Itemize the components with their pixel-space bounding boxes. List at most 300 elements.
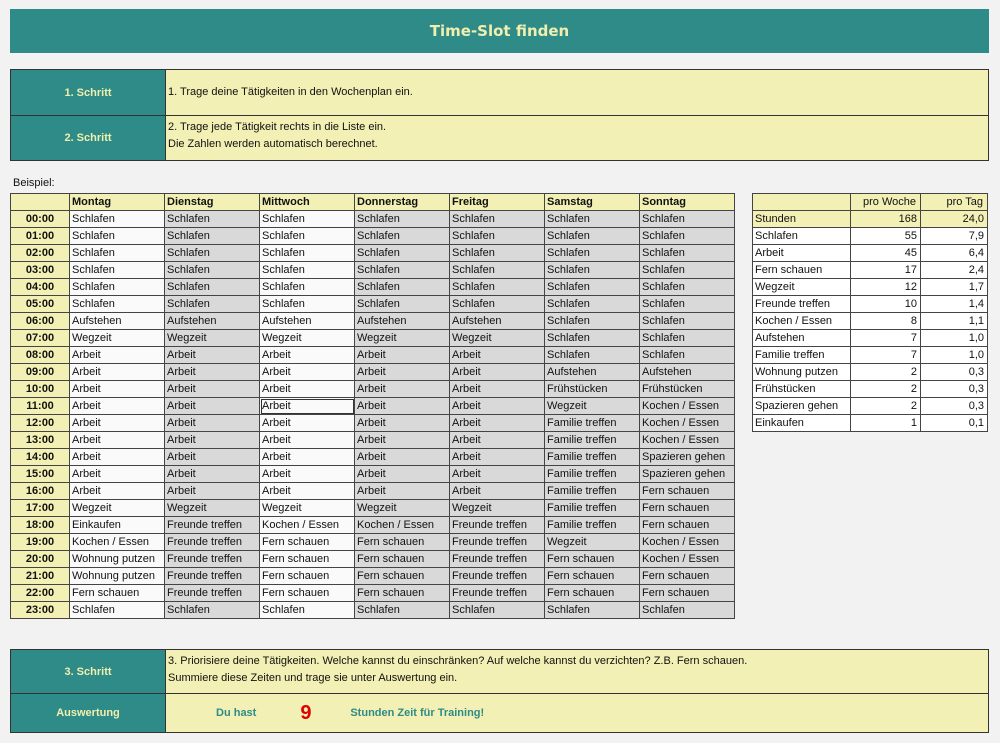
schedule-cell[interactable]: Fern schauen <box>640 483 735 500</box>
schedule-cell[interactable]: Fern schauen <box>355 585 450 602</box>
schedule-cell[interactable]: Arbeit <box>355 483 450 500</box>
schedule-cell[interactable]: Freunde treffen <box>450 585 545 602</box>
schedule-row <box>11 466 735 483</box>
schedule-cell[interactable]: Frühstücken <box>545 381 640 398</box>
schedule-cell[interactable]: Kochen / Essen <box>640 432 735 449</box>
schedule-row <box>11 313 735 330</box>
time-slot-label: 01:00 <box>11 228 70 245</box>
schedule-cell[interactable]: Kochen / Essen <box>70 534 165 551</box>
hours-per-day-cell[interactable]: 6,4 <box>921 245 988 262</box>
schedule-cell[interactable]: Schlafen <box>640 228 735 245</box>
schedule-cell[interactable]: Freunde treffen <box>165 517 260 534</box>
schedule-cell[interactable]: Kochen / Essen <box>640 398 735 415</box>
schedule-row <box>11 602 735 619</box>
summary-row <box>753 245 988 262</box>
step-1-label: 1. Schritt <box>11 70 166 115</box>
time-slot-label: 09:00 <box>11 364 70 381</box>
activity-name-cell[interactable]: Spazieren gehen <box>753 398 851 415</box>
schedule-row <box>11 398 735 415</box>
summary-row <box>753 296 988 313</box>
schedule-cell[interactable]: Schlafen <box>640 296 735 313</box>
evaluation-label: Auswertung <box>11 694 166 732</box>
schedule-row <box>11 364 735 381</box>
schedule-cell[interactable]: Fern schauen <box>545 585 640 602</box>
schedule-cell[interactable]: Familie treffen <box>545 500 640 517</box>
summary-row <box>753 364 988 381</box>
evaluation-suffix: Stunden Zeit für Training! <box>350 707 485 719</box>
hours-per-week-cell[interactable]: 168 <box>851 211 921 228</box>
schedule-cell[interactable]: Schlafen <box>640 262 735 279</box>
hours-per-week-cell[interactable]: 1 <box>851 415 921 432</box>
time-slot-label: 06:00 <box>11 313 70 330</box>
hours-per-week-cell[interactable]: 45 <box>851 245 921 262</box>
schedule-cell[interactable]: Arbeit <box>450 364 545 381</box>
hours-per-week-cell[interactable]: 55 <box>851 228 921 245</box>
schedule-row <box>11 347 735 364</box>
schedule-cell[interactable]: Schlafen <box>450 296 545 313</box>
schedule-cell[interactable]: Schlafen <box>260 228 355 245</box>
summary-row <box>753 330 988 347</box>
schedule-cell[interactable]: Schlafen <box>545 602 640 619</box>
schedule-cell[interactable]: Arbeit <box>70 364 165 381</box>
schedule-cell[interactable]: Kochen / Essen <box>260 517 355 534</box>
schedule-cell[interactable]: Arbeit <box>450 432 545 449</box>
hours-per-week-cell[interactable]: 8 <box>851 313 921 330</box>
schedule-cell[interactable]: Fern schauen <box>355 568 450 585</box>
step-2-label: 2. Schritt <box>11 116 166 160</box>
schedule-cell[interactable]: Schlafen <box>165 211 260 228</box>
hours-per-week-cell[interactable]: 2 <box>851 364 921 381</box>
time-slot-label: 11:00 <box>11 398 70 415</box>
per-week-header[interactable]: pro Woche <box>851 194 921 211</box>
schedule-cell[interactable]: Arbeit <box>165 381 260 398</box>
schedule-cell[interactable]: Arbeit <box>165 432 260 449</box>
schedule-cell[interactable]: Fern schauen <box>260 551 355 568</box>
schedule-cell[interactable]: Schlafen <box>70 262 165 279</box>
hours-per-week-cell[interactable]: 10 <box>851 296 921 313</box>
schedule-cell[interactable]: Schlafen <box>70 296 165 313</box>
time-slot-label: 10:00 <box>11 381 70 398</box>
schedule-row <box>11 585 735 602</box>
schedule-row <box>11 500 735 517</box>
time-slot-label: 20:00 <box>11 551 70 568</box>
activity-name-cell[interactable]: Aufstehen <box>753 330 851 347</box>
schedule-cell[interactable]: Fern schauen <box>545 551 640 568</box>
schedule-cell[interactable]: Familie treffen <box>545 483 640 500</box>
time-slot-label: 22:00 <box>11 585 70 602</box>
activity-name-cell[interactable]: Familie treffen <box>753 347 851 364</box>
schedule-cell[interactable]: Schlafen <box>545 262 640 279</box>
schedule-cell[interactable]: Fern schauen <box>640 585 735 602</box>
schedule-cell[interactable]: Wegzeit <box>450 330 545 347</box>
time-slot-label: 04:00 <box>11 279 70 296</box>
schedule-cell[interactable]: Arbeit <box>70 398 165 415</box>
schedule-cell[interactable]: Kochen / Essen <box>640 415 735 432</box>
time-slot-label: 21:00 <box>11 568 70 585</box>
schedule-cell[interactable]: Schlafen <box>165 262 260 279</box>
schedule-cell[interactable]: Arbeit <box>70 483 165 500</box>
page-title: Time-Slot finden <box>10 9 989 53</box>
schedule-cell[interactable]: Arbeit <box>355 449 450 466</box>
schedule-cell[interactable]: Schlafen <box>640 347 735 364</box>
time-slot-label: 02:00 <box>11 245 70 262</box>
schedule-cell[interactable]: Schlafen <box>70 228 165 245</box>
schedule-cell[interactable]: Kochen / Essen <box>640 551 735 568</box>
schedule-cell[interactable]: Schlafen <box>355 228 450 245</box>
day-header[interactable]: Samstag <box>545 194 640 211</box>
hours-per-week-cell[interactable]: 2 <box>851 381 921 398</box>
step-3-label: 3. Schritt <box>11 650 166 693</box>
schedule-cell[interactable]: Wegzeit <box>165 500 260 517</box>
schedule-cell[interactable]: Fern schauen <box>70 585 165 602</box>
hours-per-day-cell[interactable]: 0,3 <box>921 364 988 381</box>
schedule-cell[interactable]: Arbeit <box>355 347 450 364</box>
schedule-cell[interactable]: Schlafen <box>545 347 640 364</box>
activity-name-cell[interactable]: Freunde treffen <box>753 296 851 313</box>
schedule-cell[interactable]: Arbeit <box>70 449 165 466</box>
schedule-cell[interactable]: Fern schauen <box>545 568 640 585</box>
schedule-cell[interactable]: Einkaufen <box>70 517 165 534</box>
schedule-cell[interactable]: Aufstehen <box>450 313 545 330</box>
schedule-cell[interactable]: Arbeit <box>355 432 450 449</box>
step-2-row <box>11 116 988 160</box>
schedule-cell[interactable]: Arbeit <box>165 398 260 415</box>
step-1-text[interactable] <box>166 70 988 115</box>
schedule-row <box>11 228 735 245</box>
schedule-cell[interactable]: Familie treffen <box>545 432 640 449</box>
schedule-cell[interactable]: Freunde treffen <box>450 551 545 568</box>
schedule-cell[interactable]: Familie treffen <box>545 449 640 466</box>
schedule-cell[interactable]: Arbeit <box>260 483 355 500</box>
summary-row <box>753 381 988 398</box>
schedule-cell[interactable]: Schlafen <box>260 279 355 296</box>
schedule-row <box>11 483 735 500</box>
schedule-cell[interactable]: Schlafen <box>450 279 545 296</box>
schedule-cell[interactable]: Schlafen <box>545 313 640 330</box>
schedule-cell[interactable]: Arbeit <box>355 364 450 381</box>
time-slot-label: 18:00 <box>11 517 70 534</box>
time-slot-label: 00:00 <box>11 211 70 228</box>
schedule-cell[interactable]: Arbeit <box>450 466 545 483</box>
schedule-cell[interactable]: Schlafen <box>260 602 355 619</box>
schedule-row <box>11 449 735 466</box>
schedule-cell[interactable]: Fern schauen <box>260 568 355 585</box>
time-slot-label: 13:00 <box>11 432 70 449</box>
schedule-cell[interactable]: Freunde treffen <box>165 585 260 602</box>
schedule-cell[interactable]: Freunde treffen <box>165 534 260 551</box>
schedule-cell[interactable]: Schlafen <box>165 296 260 313</box>
schedule-cell[interactable]: Arbeit <box>450 347 545 364</box>
activity-name-cell[interactable]: Arbeit <box>753 245 851 262</box>
schedule-cell[interactable]: Arbeit <box>260 415 355 432</box>
schedule-cell[interactable]: Schlafen <box>355 245 450 262</box>
day-header[interactable]: Dienstag <box>165 194 260 211</box>
activity-name-cell[interactable]: Wohnung putzen <box>753 364 851 381</box>
hours-per-day-cell[interactable]: 1,7 <box>921 279 988 296</box>
schedule-cell[interactable]: Schlafen <box>640 313 735 330</box>
day-header[interactable]: Freitag <box>450 194 545 211</box>
schedule-cell[interactable]: Schlafen <box>545 228 640 245</box>
schedule-cell[interactable]: Schlafen <box>355 296 450 313</box>
schedule-cell[interactable]: Schlafen <box>640 330 735 347</box>
schedule-row <box>11 211 735 228</box>
activity-name-cell[interactable]: Schlafen <box>753 228 851 245</box>
schedule-cell[interactable]: Arbeit <box>165 483 260 500</box>
schedule-cell[interactable]: Arbeit <box>70 466 165 483</box>
hours-per-week-cell[interactable]: 12 <box>851 279 921 296</box>
schedule-cell[interactable]: Frühstücken <box>640 381 735 398</box>
summary-row <box>753 228 988 245</box>
schedule-cell[interactable]: Schlafen <box>355 279 450 296</box>
schedule-cell[interactable]: Schlafen <box>355 602 450 619</box>
schedule-cell[interactable]: Schlafen <box>260 262 355 279</box>
schedule-row <box>11 262 735 279</box>
hours-per-week-cell[interactable]: 7 <box>851 347 921 364</box>
activity-name-cell[interactable]: Kochen / Essen <box>753 313 851 330</box>
schedule-row <box>11 296 735 313</box>
time-slot-label: 17:00 <box>11 500 70 517</box>
summary-row <box>753 347 988 364</box>
schedule-cell[interactable]: Fern schauen <box>355 551 450 568</box>
summary-row <box>753 415 988 432</box>
hours-per-day-cell[interactable]: 0,3 <box>921 381 988 398</box>
hours-per-day-cell[interactable]: 0,3 <box>921 398 988 415</box>
step-3-row <box>11 650 988 694</box>
time-slot-label: 19:00 <box>11 534 70 551</box>
corner-cell <box>11 194 70 211</box>
schedule-cell[interactable]: Schlafen <box>545 330 640 347</box>
time-slot-label: 12:00 <box>11 415 70 432</box>
schedule-cell[interactable]: Arbeit <box>70 432 165 449</box>
schedule-cell[interactable]: Aufstehen <box>640 364 735 381</box>
schedule-cell[interactable]: Familie treffen <box>545 517 640 534</box>
step-2-line: 2. Trage jede Tätigkeit rechts in die Liste ein. <box>168 121 387 133</box>
schedule-cell[interactable]: Arbeit <box>260 398 355 415</box>
schedule-cell[interactable]: Arbeit <box>260 466 355 483</box>
schedule-cell[interactable]: Wegzeit <box>450 500 545 517</box>
hours-per-day-cell[interactable]: 24,0 <box>921 211 988 228</box>
schedule-cell[interactable]: Arbeit <box>450 483 545 500</box>
summary-row <box>753 398 988 415</box>
schedule-cell[interactable]: Wegzeit <box>260 330 355 347</box>
hours-per-week-cell[interactable]: 7 <box>851 330 921 347</box>
schedule-cell[interactable]: Wegzeit <box>355 330 450 347</box>
activity-name-cell[interactable]: Fern schauen <box>753 262 851 279</box>
schedule-cell[interactable]: Spazieren gehen <box>640 449 735 466</box>
schedule-cell[interactable]: Schlafen <box>640 602 735 619</box>
schedule-cell[interactable]: Arbeit <box>450 415 545 432</box>
schedule-cell[interactable]: Freunde treffen <box>450 517 545 534</box>
hours-per-day-cell[interactable]: 2,4 <box>921 262 988 279</box>
hours-per-day-cell[interactable]: 1,0 <box>921 330 988 347</box>
schedule-cell[interactable]: Schlafen <box>355 211 450 228</box>
schedule-cell[interactable]: Kochen / Essen <box>355 517 450 534</box>
time-slot-label: 23:00 <box>11 602 70 619</box>
schedule-cell[interactable]: Arbeit <box>450 449 545 466</box>
step-2-text[interactable] <box>166 116 988 160</box>
hours-per-day-cell[interactable]: 1,4 <box>921 296 988 313</box>
evaluation-prefix: Du hast <box>216 707 257 719</box>
time-slot-label: 16:00 <box>11 483 70 500</box>
schedule-cell[interactable]: Schlafen <box>450 602 545 619</box>
schedule-cell[interactable]: Wohnung putzen <box>70 551 165 568</box>
schedule-cell[interactable]: Schlafen <box>640 245 735 262</box>
schedule-cell[interactable]: Fern schauen <box>640 568 735 585</box>
schedule-cell[interactable]: Aufstehen <box>165 313 260 330</box>
schedule-cell[interactable]: Arbeit <box>165 415 260 432</box>
schedule-cell[interactable]: Aufstehen <box>545 364 640 381</box>
schedule-cell[interactable]: Aufstehen <box>355 313 450 330</box>
schedule-cell[interactable]: Schlafen <box>450 228 545 245</box>
schedule-cell[interactable]: Schlafen <box>355 262 450 279</box>
schedule-cell[interactable]: Familie treffen <box>545 415 640 432</box>
schedule-cell[interactable]: Arbeit <box>450 381 545 398</box>
schedule-cell[interactable]: Wegzeit <box>355 500 450 517</box>
schedule-cell[interactable]: Schlafen <box>165 279 260 296</box>
time-slot-label: 14:00 <box>11 449 70 466</box>
schedule-cell[interactable]: Arbeit <box>165 364 260 381</box>
schedule-cell[interactable]: Arbeit <box>355 415 450 432</box>
schedule-cell[interactable]: Wegzeit <box>70 330 165 347</box>
hours-per-day-cell[interactable]: 1,0 <box>921 347 988 364</box>
activity-name-cell[interactable]: Frühstücken <box>753 381 851 398</box>
hours-per-day-cell[interactable]: 0,1 <box>921 415 988 432</box>
schedule-cell[interactable]: Wegzeit <box>70 500 165 517</box>
schedule-cell[interactable]: Schlafen <box>260 245 355 262</box>
day-header[interactable]: Montag <box>70 194 165 211</box>
schedule-cell[interactable]: Aufstehen <box>70 313 165 330</box>
evaluation-row <box>11 694 988 732</box>
summary-total-row <box>753 211 988 228</box>
schedule-cell[interactable]: Familie treffen <box>545 466 640 483</box>
step-1-line: 1. Trage deine Tätigkeiten in den Wochenplan ein. <box>168 86 413 98</box>
schedule-cell[interactable]: Wegzeit <box>545 534 640 551</box>
schedule-cell[interactable]: Fern schauen <box>640 500 735 517</box>
summary-row <box>753 279 988 296</box>
schedule-cell[interactable]: Arbeit <box>165 466 260 483</box>
summary-row <box>753 262 988 279</box>
schedule-cell[interactable]: Schlafen <box>545 245 640 262</box>
schedule-cell[interactable]: Fern schauen <box>260 585 355 602</box>
schedule-cell[interactable]: Schlafen <box>165 245 260 262</box>
weekly-schedule-table <box>10 193 735 619</box>
schedule-cell[interactable]: Arbeit <box>260 432 355 449</box>
schedule-cell[interactable]: Schlafen <box>450 211 545 228</box>
schedule-cell[interactable]: Arbeit <box>70 381 165 398</box>
time-slot-label: 03:00 <box>11 262 70 279</box>
schedule-cell[interactable]: Schlafen <box>70 211 165 228</box>
schedule-cell[interactable]: Schlafen <box>545 296 640 313</box>
day-header[interactable]: Mittwoch <box>260 194 355 211</box>
per-day-header[interactable]: pro Tag <box>921 194 988 211</box>
hours-per-week-cell[interactable]: 2 <box>851 398 921 415</box>
summary-row <box>753 313 988 330</box>
time-slot-label: 08:00 <box>11 347 70 364</box>
schedule-cell[interactable]: Schlafen <box>165 228 260 245</box>
schedule-cell[interactable]: Arbeit <box>355 466 450 483</box>
schedule-cell[interactable]: Spazieren gehen <box>640 466 735 483</box>
time-slot-label: 15:00 <box>11 466 70 483</box>
schedule-cell[interactable]: Wegzeit <box>260 500 355 517</box>
schedule-cell[interactable]: Arbeit <box>355 398 450 415</box>
hours-per-day-cell[interactable]: 1,1 <box>921 313 988 330</box>
day-header[interactable]: Donnerstag <box>355 194 450 211</box>
schedule-cell[interactable]: Freunde treffen <box>450 534 545 551</box>
step-3-text[interactable] <box>166 650 988 693</box>
schedule-row <box>11 245 735 262</box>
schedule-cell[interactable]: Schlafen <box>70 245 165 262</box>
schedule-cell[interactable]: Wegzeit <box>545 398 640 415</box>
schedule-cell[interactable]: Arbeit <box>165 449 260 466</box>
summary-corner <box>753 194 851 211</box>
schedule-cell[interactable]: Schlafen <box>640 279 735 296</box>
schedule-cell[interactable]: Arbeit <box>70 347 165 364</box>
day-header[interactable]: Sonntag <box>640 194 735 211</box>
schedule-cell[interactable]: Schlafen <box>450 262 545 279</box>
schedule-row <box>11 517 735 534</box>
schedule-cell[interactable]: Freunde treffen <box>165 551 260 568</box>
schedule-cell[interactable]: Schlafen <box>260 211 355 228</box>
schedule-cell[interactable]: Freunde treffen <box>450 568 545 585</box>
activity-name-cell[interactable]: Stunden <box>753 211 851 228</box>
schedule-cell[interactable]: Arbeit <box>450 398 545 415</box>
schedule-row <box>11 381 735 398</box>
schedule-header-row <box>11 194 735 211</box>
schedule-row <box>11 330 735 347</box>
instructions-bottom <box>10 649 989 733</box>
schedule-cell[interactable]: Fern schauen <box>640 517 735 534</box>
schedule-row <box>11 432 735 449</box>
schedule-row <box>11 534 735 551</box>
training-hours-value[interactable]: 9 <box>300 701 312 724</box>
schedule-cell[interactable]: Schlafen <box>70 279 165 296</box>
hours-per-day-cell[interactable]: 7,9 <box>921 228 988 245</box>
schedule-cell[interactable]: Wohnung putzen <box>70 568 165 585</box>
schedule-cell[interactable]: Arbeit <box>355 381 450 398</box>
schedule-cell[interactable]: Arbeit <box>165 347 260 364</box>
schedule-cell[interactable]: Freunde treffen <box>165 568 260 585</box>
schedule-cell[interactable]: Schlafen <box>450 245 545 262</box>
example-label: Beispiel: <box>13 177 55 189</box>
time-slot-label: 07:00 <box>11 330 70 347</box>
schedule-cell[interactable]: Schlafen <box>545 279 640 296</box>
schedule-cell[interactable]: Arbeit <box>260 449 355 466</box>
schedule-cell[interactable]: Arbeit <box>70 415 165 432</box>
step-3-line: 3. Priorisiere deine Tätigkeiten. Welche kannst du einschränken? Auf welche kannst du verzichten? Z.B. Fern schauen. <box>168 655 748 667</box>
schedule-cell[interactable]: Arbeit <box>260 364 355 381</box>
schedule-cell[interactable]: Fern schauen <box>260 534 355 551</box>
schedule-cell[interactable]: Wegzeit <box>165 330 260 347</box>
schedule-cell[interactable]: Schlafen <box>70 602 165 619</box>
schedule-cell[interactable]: Aufstehen <box>260 313 355 330</box>
activity-name-cell[interactable]: Einkaufen <box>753 415 851 432</box>
summary-header-row <box>753 194 988 211</box>
schedule-cell[interactable]: Schlafen <box>165 602 260 619</box>
schedule-cell[interactable]: Arbeit <box>260 381 355 398</box>
evaluation-content <box>166 694 988 732</box>
schedule-row <box>11 415 735 432</box>
schedule-row <box>11 551 735 568</box>
step-1-row <box>11 70 988 116</box>
activity-name-cell[interactable]: Wegzeit <box>753 279 851 296</box>
schedule-cell[interactable]: Schlafen <box>260 296 355 313</box>
schedule-cell[interactable]: Fern schauen <box>355 534 450 551</box>
schedule-cell[interactable]: Schlafen <box>545 211 640 228</box>
schedule-cell[interactable]: Kochen / Essen <box>640 534 735 551</box>
schedule-cell[interactable]: Schlafen <box>640 211 735 228</box>
schedule-cell[interactable]: Arbeit <box>260 347 355 364</box>
hours-per-week-cell[interactable]: 17 <box>851 262 921 279</box>
